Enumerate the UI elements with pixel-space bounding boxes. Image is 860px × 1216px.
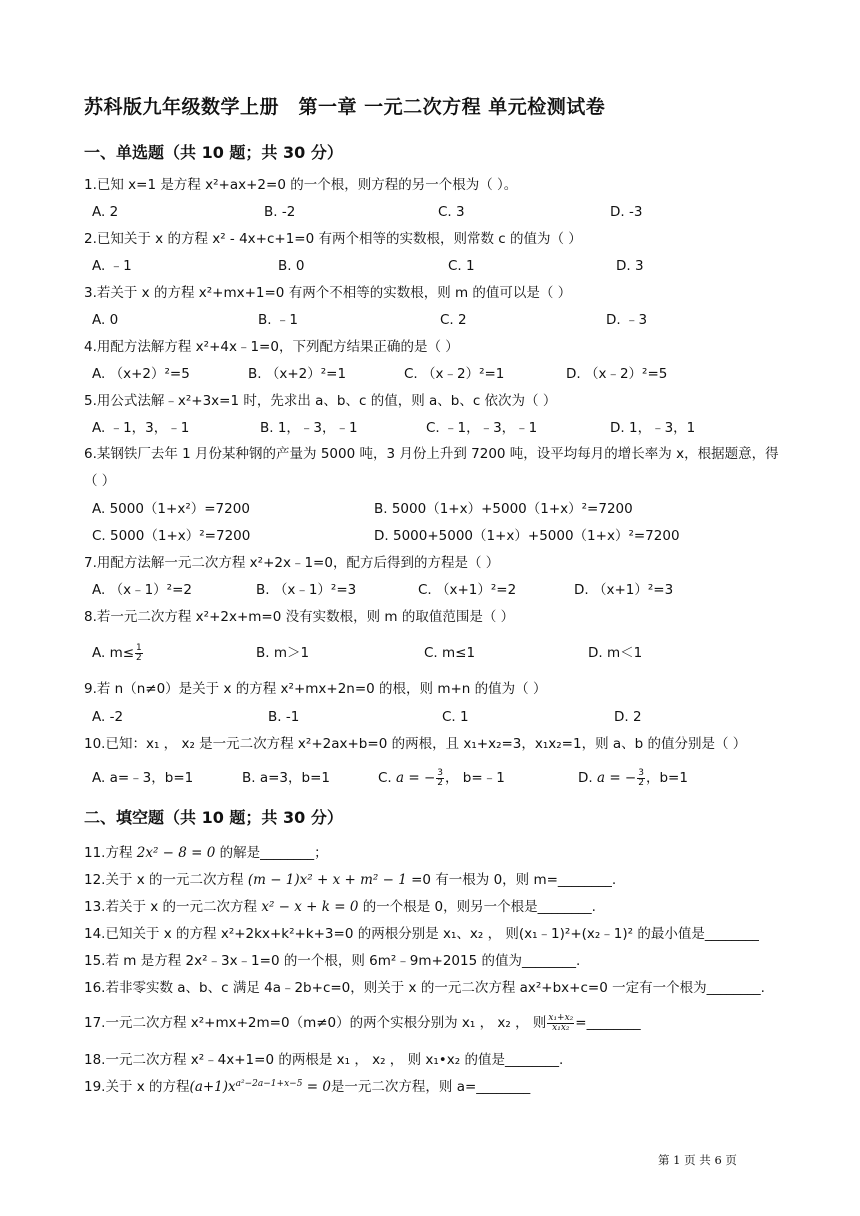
option-c <box>378 768 505 788</box>
question-11 <box>84 843 328 863</box>
option-b: B. （x+2）²=1 <box>248 366 347 382</box>
q19-equation: (a+1)x <box>189 1079 236 1095</box>
question-5: 5.用公式法解﹣x²+3x=1 时，先求出 a、b、c 的值，则 a、b、c 依次为（ ） <box>84 393 557 409</box>
question-3: 3.若关于 x 的方程 x²+mx+1=0 有两个不相等的实数根，则 m 的值可以是（ ） <box>84 285 572 301</box>
option-b: B. 0 <box>278 258 305 274</box>
option-c: C. （x+1）²=2 <box>418 582 517 598</box>
fraction-denominator: 2 <box>437 777 444 788</box>
option-b: B. 1，﹣3，﹣1 <box>260 420 358 436</box>
q19-pre: 19.关于 x 的方程 <box>84 1079 190 1095</box>
question-7: 7.用配方法解一元二次方程 x²+2x﹣1=0，配方后得到的方程是（ ） <box>84 555 500 571</box>
q13-post: 的一个根是 0，则另一个根是________. <box>358 899 596 915</box>
fraction-numerator: 3 <box>437 767 444 778</box>
option-c: C. 1 <box>442 709 469 725</box>
q13-pre: 13.若关于 x 的一元二次方程 <box>84 899 262 915</box>
options-3 <box>92 310 692 330</box>
option-d: D. m＜1 <box>588 645 643 661</box>
q17-pre: 17.一元二次方程 x²+mx+2m=0（m≠0）的两个实根分别为 x₁ ， x₂ ， 则 <box>84 1015 547 1031</box>
options-5 <box>92 418 696 438</box>
question-17 <box>84 1013 641 1033</box>
option-a: A. ﹣1，3，﹣1 <box>92 420 190 436</box>
option-c: C. （x﹣2）²=1 <box>404 366 505 382</box>
options-1 <box>92 202 692 222</box>
fraction-denominator: x₁x₂ <box>552 1022 570 1033</box>
option-a: A. 5000（1+x²）=7200 <box>92 501 250 517</box>
option-c: C. ﹣1，﹣3，﹣1 <box>426 420 538 436</box>
fraction-numerator: 1 <box>136 642 142 653</box>
option-b: B. m＞1 <box>256 645 310 661</box>
option-a: A. 2 <box>92 204 119 220</box>
option-c: C. 2 <box>440 312 467 328</box>
options-10 <box>92 768 692 794</box>
option-d: D. 3 <box>616 258 644 274</box>
question-9: 9.若 n（n≠0）是关于 x 的方程 x²+mx+2n=0 的根，则 m+n 的值为（ ） <box>84 681 547 697</box>
q17-post: =________ <box>575 1015 641 1031</box>
question-19 <box>84 1077 530 1097</box>
fraction-denominator: 2 <box>136 652 142 663</box>
question-10: 10.已知：x₁ ， x₂ 是一元二次方程 x²+2ax+b=0 的两根，且 x₁+x₂=3，x₁x₂=1，则 a、b 的值分别是（ ） <box>84 736 747 752</box>
option-d: D. -3 <box>610 204 643 220</box>
option-c-math: a = − <box>396 770 436 786</box>
q19-post: 是一元二次方程，则 a=________ <box>330 1079 531 1095</box>
option-c-rest: ， b=﹣1 <box>445 770 505 786</box>
option-b: B. 5000（1+x）+5000（1+x）²=7200 <box>374 501 633 517</box>
fraction-three-halves <box>436 769 444 788</box>
options-4 <box>92 364 692 384</box>
option-d-rest: ，b=1 <box>645 770 688 786</box>
options-6-row1 <box>92 499 692 519</box>
page-footer: 第 1 页 共 6 页 <box>658 1153 737 1167</box>
option-d: D. 2 <box>614 709 642 725</box>
option-a: A. ﹣1 <box>92 258 132 274</box>
option-b: B. -2 <box>264 204 296 220</box>
q13-equation: x² − x + k = 0 <box>261 899 359 915</box>
option-d <box>578 768 688 788</box>
question-6: 6.某钢铁厂去年 1 月份某种钢的产量为 5000 吨，3 月份上升到 7200 吨，设平均每月的增长率为 x，根据题意，得（ ） <box>84 446 779 489</box>
question-2: 2.已知关于 x 的方程 x² - 4x+c+1=0 有两个相等的实数根，则常数 c 的值为（ ） <box>84 231 582 247</box>
question-15: 15.若 m 是方程 2x²﹣3x﹣1=0 的一个根，则 6m²﹣9m+2015 的值为________. <box>84 953 581 969</box>
option-a: A. a=﹣3，b=1 <box>92 770 194 786</box>
option-d: D. 5000+5000（1+x）+5000（1+x）²=7200 <box>374 528 680 544</box>
option-b: B. （x﹣1）²=3 <box>256 582 357 598</box>
section-heading-fill-in: 二、填空题（共 10 题；共 30 分） <box>84 808 343 827</box>
q11-equation: 2x² − 8 = 0 <box>136 845 216 861</box>
option-d-math: a = − <box>596 770 637 786</box>
question-14: 14.已知关于 x 的方程 x²+2kx+k²+k+3=0 的两根分别是 x₁、x₂ ， 则(x₁﹣1)²+(x₂﹣1)² 的最小值是________ <box>84 926 759 942</box>
option-c: C. 3 <box>438 204 465 220</box>
option-d-label: D. <box>578 770 597 786</box>
option-a: A. -2 <box>92 709 124 725</box>
q19-exponent: a²−2a−1+x−5 <box>235 1079 303 1089</box>
option-a <box>92 643 144 663</box>
question-18: 18.一元二次方程 x²﹣4x+1=0 的两根是 x₁ ， x₂ ， 则 x₁•x₂ 的值是________. <box>84 1052 564 1068</box>
option-a: A. 0 <box>92 312 119 328</box>
section-heading-single-choice: 一、单选题（共 10 题；共 30 分） <box>84 143 343 162</box>
option-d: D. ﹣3 <box>606 312 648 328</box>
question-13 <box>84 897 596 917</box>
option-a: A. （x﹣1）²=2 <box>92 582 192 598</box>
option-c-label: C. <box>378 770 397 786</box>
fraction-three-halves <box>637 769 645 788</box>
q12-equation: (m − 1)x² + x + m² − 1 <box>247 872 407 888</box>
options-9 <box>92 707 692 727</box>
q11-post: 的解是________； <box>215 845 328 861</box>
option-d: D. （x﹣2）²=5 <box>566 366 668 382</box>
option-d: D. 1，﹣3，1 <box>610 420 696 436</box>
options-6-row2 <box>92 526 692 546</box>
question-1: 1.已知 x=1 是方程 x²+ax+2=0 的一个根，则方程的另一个根为（ ）。 <box>84 177 518 193</box>
option-d: D. （x+1）²=3 <box>574 582 674 598</box>
option-c: C. 5000（1+x）²=7200 <box>92 528 251 544</box>
options-7 <box>92 580 692 600</box>
question-4: 4.用配方法解方程 x²+4x﹣1=0，下列配方结果正确的是（ ） <box>84 339 459 355</box>
option-c: C. m≤1 <box>424 645 476 661</box>
fraction-numerator: x₁+x₂ <box>548 1012 574 1023</box>
option-b: B. a=3，b=1 <box>242 770 330 786</box>
question-8: 8.若一元二次方程 x²+2x+m=0 没有实数根，则 m 的取值范围是（ ） <box>84 609 515 625</box>
fraction-numerator: 3 <box>638 767 644 778</box>
fraction-one-half <box>135 644 143 663</box>
q11-pre: 11.方程 <box>84 845 137 861</box>
option-a: A. （x+2）²=5 <box>92 366 190 382</box>
question-12 <box>84 870 616 890</box>
option-b: B. -1 <box>268 709 300 725</box>
q19-equals-zero: = 0 <box>302 1079 331 1095</box>
q12-post: =0 有一根为 0，则 m=________. <box>406 872 617 888</box>
page-title: 苏科版九年级数学上册 第一章 一元二次方程 单元检测试卷 <box>84 96 606 118</box>
q17-fraction <box>547 1014 574 1033</box>
options-8 <box>92 643 692 669</box>
option-c: C. 1 <box>448 258 475 274</box>
q12-pre: 12.关于 x 的一元二次方程 <box>84 872 248 888</box>
option-a-label: A. m≤ <box>92 645 135 661</box>
question-16: 16.若非零实数 a、b、c 满足 4a﹣2b+c=0，则关于 x 的一元二次方程 ax²+bx+c=0 一定有一个根为________. <box>84 980 765 996</box>
fraction-denominator: 2 <box>638 777 644 788</box>
option-b: B. ﹣1 <box>258 312 298 328</box>
options-2 <box>92 256 692 276</box>
